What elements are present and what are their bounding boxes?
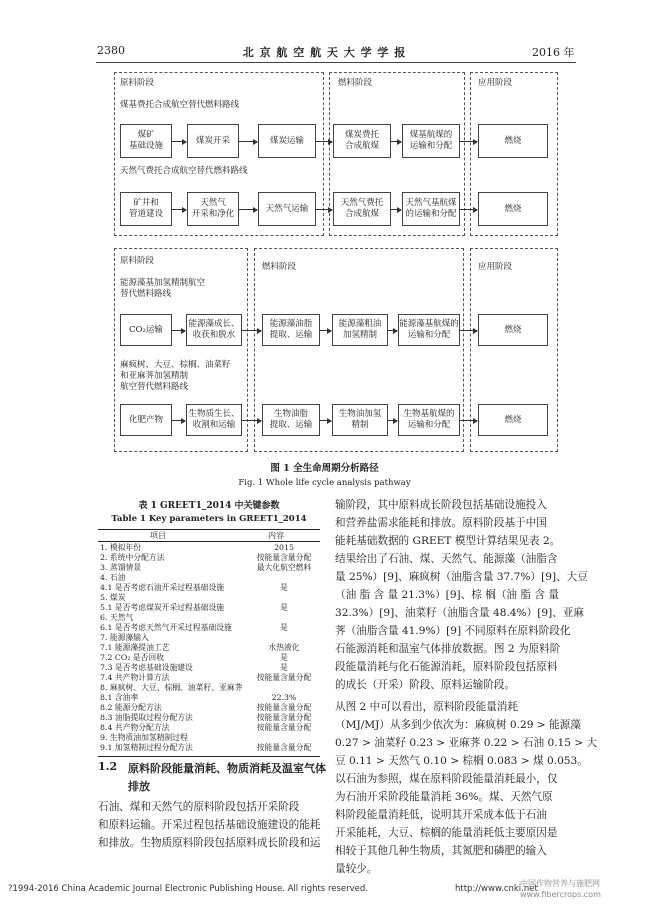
text-line: 荠（油脂含量 41.9%）[9] 不同原料在原料阶段化 [335,625,571,637]
journal-title: 北 京 航 空 航 天 大 学 学 报 [242,46,407,59]
table-title-cn: 表 1 GREET1_2014 中关键参数 [138,501,280,511]
text-line: 输阶段，其中原料成长阶段包括基础设施投入 [335,499,547,511]
route4-arrow-5 [460,420,477,421]
route1-arrow-3 [316,141,332,142]
text-line: 石能源消耗和温室气体排放数据。图 2 为原料阶 [335,643,561,655]
route1-arrow-4 [391,141,401,142]
route1-label: 煤基费托合成航空替代燃料路线 [120,100,240,110]
section-title-line2: 排放 [128,780,150,793]
route2-box-2: 天然气 开采和净化 [187,192,239,226]
table-row [98,653,320,663]
table-header-content: 内容 [268,531,284,540]
table-row [98,663,320,673]
table-row [98,703,320,713]
table-cell-item: 1. 模拟年份 [100,543,142,552]
route3-arrow-4 [388,330,397,331]
left-paragraph [98,798,324,852]
table-row [98,593,320,603]
table-cell-content: 22.3% [271,693,297,702]
table-cell-item: 3. 蒸馏情景 [100,563,142,572]
route4-box-4: 生物油加氢 精制 [332,404,388,436]
table-row [98,643,320,653]
table-header-rule [98,541,320,542]
route2-arrow-4 [391,209,401,210]
text-line: 相较于其他几种生物质，其氮肥和磷肥的输入 [335,845,547,857]
table-row [98,563,320,573]
route1-box-5: 煤基航煤的 运输和分配 [402,124,460,158]
table-cell-item: 8.2 能源分配方法 [100,703,162,712]
table-row [98,623,320,633]
route1-box-6: 燃烧 [478,124,548,158]
route3-box-4: 能源藻粗油 加氢精制 [332,314,388,346]
route3-box-2: 能源藻成长、 收获和脱水 [186,314,242,346]
text-line: 段能量消耗与化石能源消耗，原料阶段包括原料 [335,661,558,673]
route2-label: 天然气费托合成航空替代燃料路线 [120,166,248,176]
app-stage-label: 应用阶段 [478,78,513,88]
table-row [98,673,320,683]
route3-box-5: 能源藻基航煤的 运输和分配 [398,314,460,346]
route4-arrow-4 [388,420,397,421]
page-number: 2380 [97,44,125,57]
site-watermark: 中国作物营养与施肥网 www.fibercrops.com [520,879,601,899]
table-row [98,613,320,623]
route3-arrow-2 [242,330,261,331]
right-paragraph-1 [335,496,588,694]
route1-box-3: 煤炭运输 [258,124,316,158]
route4-box-3: 生物油脂 提取、运输 [262,404,320,436]
route4-arrow-1 [172,420,185,421]
table-cell-content: 最大化航空燃料 [256,563,312,572]
route1-arrow-1 [172,141,186,142]
table-cell-content: 按能量含量分配 [256,713,312,722]
text-line: 结果给出了石油、煤、天然气、能源藻（油脂含 [335,553,558,565]
table-cell-item: 4. 石油 [100,573,126,582]
route2-arrow-2 [239,209,257,210]
table-cell-item: 7.1 能源藻提油工艺 [100,643,170,652]
text-line: 豆 0.11 > 天然气 0.10 > 棕榈 0.083 > 煤 0.053。 [335,755,588,767]
route2-box-5: 天然气基航煤 的运输和分配 [402,192,460,226]
fuel-stage-label: 燃料阶段 [338,78,373,88]
route4-box-6: 燃烧 [478,404,548,436]
table-cell-item: 7.2 CO₂ 是否回收 [100,653,165,662]
table-row [98,603,320,613]
text-line: 以石油为参照，煤在原料阶段能量消耗最小，仅 [335,773,558,785]
app-stage-label-2: 应用阶段 [478,262,513,272]
table-cell-content: 是 [280,653,288,662]
route2-arrow-5 [460,209,477,210]
table-cell-item: 6. 天然气 [100,613,134,622]
table-row [98,553,320,563]
text-line: 从图 2 中可以看出，原料阶段能量消耗 [335,701,518,713]
section-number: 1.2 [98,760,118,773]
table-top-rule [98,529,320,530]
text-line: 量 25%）[9]、麻疯树（油脂含量 37.7%）[9]、大豆 [335,571,588,583]
table-cell-content: 是 [280,583,288,592]
route3-label: 能源藻基加氢精制航空 替代燃料路线 [120,278,206,300]
fuel-stage-label-2: 燃料阶段 [262,262,297,272]
route3-box-3: 能源藻油脂 提取、运输 [262,314,320,346]
route2-box-1: 矿井和 管道建设 [120,192,172,226]
text-line: （油 脂 含 量 21.3%）[9]、棕 榈（油 脂 含 量 [335,589,559,601]
route1-arrow-5 [460,141,477,142]
text-line: 开采能耗，大豆、棕榈的能量消耗低主要原因是 [335,827,558,839]
table-cell-item: 8.1 含油率 [100,693,139,702]
table-row [98,713,320,723]
table-cell-content: 按能量含量分配 [256,723,312,732]
year-label: 2016 年 [532,46,575,59]
text-line: 0.27 > 油菜籽 0.23 > 亚麻荠 0.22 > 石油 0.15 > 大 [335,737,598,749]
table-title-en: Table 1 Key parameters in GREET1_2014 [111,514,307,524]
table-cell-item: 7. 能源藻输入 [100,633,149,642]
text-line: 的成长（开采）阶段、原料运输阶段。 [335,679,516,691]
route4-box-1: 化肥产物 [120,404,172,436]
figure-caption-en: Fig. 1 Whole life cycle analysis pathway [238,478,411,488]
table-cell-item: 2. 系统中分配方法 [100,553,165,562]
route4-box-5: 生物基航煤的 运输和分配 [398,404,460,436]
table-cell-content: 按能量含量分配 [256,553,312,562]
table-cell-content: 按能量含量分配 [256,743,312,752]
table-body [98,543,320,753]
table-row [98,693,320,703]
table-cell-content: 按能量含量分配 [256,703,312,712]
route3-arrow-1 [172,330,185,331]
header-rule [96,62,576,63]
text-line: （MJ/MJ）从多到少依次为：麻疯树 0.29 > 能源藻 [335,719,581,731]
copyright-text: ?1994-2016 China Academic Journal Electronic Publishing House. All rights reserved. [8,884,368,894]
route4-box-2: 生物质生长、 收割和运输 [186,404,242,436]
text-line: 和营养盐需求能耗和排放。原料阶段基于中国 [335,517,547,529]
table-row [98,683,320,693]
cnki-link[interactable]: http://www.cnki.net [455,884,538,894]
route4-arrow-2 [242,420,261,421]
table-cell-item: 5.1 是否考虑煤炭开采过程基础设施 [100,603,225,612]
text-line: 石油、煤和天然气的原料阶段包括开采阶段 [98,801,300,813]
table-cell-content: 按能量含量分配 [256,673,312,682]
route2-box-6: 燃烧 [478,192,548,226]
route2-arrow-1 [172,209,186,210]
table-cell-item: 6.1 是否考虑天然气开采过程基础设施 [100,623,232,632]
route1-box-4: 煤炭费托 合成航煤 [333,124,391,158]
table-row [98,723,320,733]
table-cell-item: 8.4 共产物分配方法 [100,723,170,732]
route1-box-1: 煤矿 基础设施 [120,124,172,158]
table-cell-item: 9. 生物质油加氢精制过程 [100,733,188,742]
route4-arrow-3 [320,420,331,421]
route2-box-4: 天然气费托 合成航煤 [333,192,391,226]
route4-label: 麻疯树、大豆、棕榈、油菜籽 和亚麻荠加氢精制 航空替代燃料路线 [120,360,231,393]
route3-arrow-5 [460,330,477,331]
route3-arrow-3 [320,330,331,331]
route2-box-3: 天然气运输 [258,192,316,226]
table-cell-item: 9.1 加氢精制过程分配方法 [100,743,193,752]
figure-caption-cn: 图 1 全生命周期分析路径 [270,463,379,474]
right-paragraph-2 [335,698,598,878]
table-row [98,733,320,743]
table-cell-item: 5. 煤炭 [100,593,126,602]
section-title-line1: 原料阶段能量消耗、物质消耗及温室气体 [128,762,326,775]
table-cell-item: 7.4 共产物计算方法 [100,673,170,682]
route2-arrow-3 [316,209,332,210]
route3-box-6: 燃烧 [478,314,548,346]
table-row [98,583,320,593]
route1-box-2: 煤炭开采 [187,124,239,158]
table-row [98,543,320,553]
table-cell-item: 8.3 油脂提取过程分配方法 [100,713,193,722]
text-line: 能耗基础数据的 GREET 模型计算结果见表 2。 [335,535,561,547]
table-row [98,633,320,643]
route3-box-1: CO₂运输 [120,314,172,346]
text-line: 和原料运输。开采过程包括基础设施建设的能耗 [98,819,321,831]
table-row [98,573,320,583]
table-cell-content: 是 [280,623,288,632]
text-line: 32.3%）[9]、油菜籽（油脂含量 48.4%）[9]、亚麻 [335,607,584,619]
text-line: 和排放。生物质原料阶段包括原料成长阶段和运 [98,837,321,849]
table-cell-content: 2015 [274,543,294,552]
table-cell-content: 水热液化 [268,643,300,652]
raw-stage-label: 原料阶段 [120,78,155,88]
table-bottom-rule [98,756,320,757]
table-row [98,743,320,753]
text-line: 为石油开采阶段能量消耗 36%。煤、天然气原 [335,791,553,803]
table-cell-item: 4.1 是否考虑石油开采过程基础设施 [100,583,225,592]
table-cell-item: 7.3 是否考虑基础设施建设 [100,663,193,672]
text-line: 料阶段能量消耗低，说明其开采成本低于石油 [335,809,547,821]
table-cell-content: 是 [280,663,288,672]
raw-stage-label-2: 原料阶段 [120,256,155,266]
table-cell-content: 是 [280,603,288,612]
text-line: 量较少。 [335,863,378,875]
route1-arrow-2 [239,141,257,142]
table-cell-item: 8. 麻疯树、大豆、棕榈、油菜籽、亚麻荠 [100,683,243,692]
table-header-item: 项目 [150,531,166,540]
